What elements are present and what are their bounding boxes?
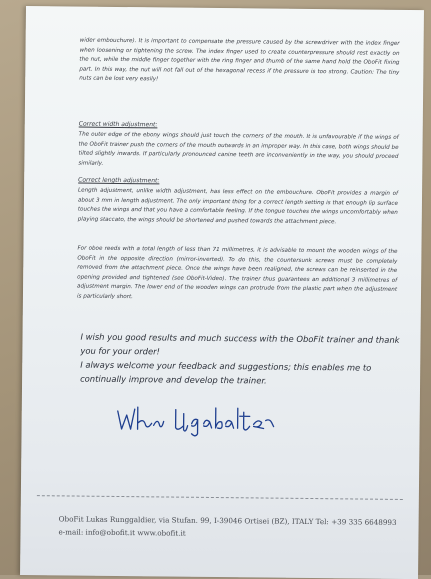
footer-divider	[37, 495, 403, 500]
footer-address: ObоFit Lukas Runggaldier, via Stufan. 99, I-39046 Ortisei (BZ), ITALY Tel: +39 335 6648993	[58, 514, 397, 527]
width-adjustment-paragraph: The outer edge of the ebony wings should just touch the corners of the mouth. It is unfavourable if the wings of the ObоFit trainer push the corners of the mouth outwards in an improper way. In this case, both wings should be tilted slightly inwards. If particularly pronounced canine teeth are inconveniently in the way, you should proceed similarly.	[78, 131, 399, 167]
handwritten-signature	[113, 403, 283, 439]
closing-feedback: I always welcome your feedback and suggestions; this enables me to continually improve and develop the trainer.	[80, 359, 372, 386]
closing-thanks: I wish you good results and much success with the ObоFit trainer and thank you for your order!	[80, 331, 400, 357]
length-adjustment-paragraph-2: For oboe reeds with a total length of less than 71 millimetres, it is advisable to mount the wooden wings of the ObоFit in the opposite direction (mirror-inverted). To do this, the countersunk screws must be completely removed from the attachment piece. Once the wings have been realigned, the screws can be reinserted in the opening provided and tightened (see ObоFit-Video). The trainer thus guarantees an additional 3 millimetres of adjustment margin. The lower end of the wooden wings can protrude from the plastic part when the adjustment is particularly short.	[76, 245, 398, 301]
length-adjustment-paragraph-1: Length adjustment, unlike width adjustment, has less effect on the embouchure. ObоFit provides a margin of about 3 mm in length adjustment. The only important thing for a correct length setting is that enough lip surface touches the wings and that you have a comfortable feeling. If the tongue touches the wings uncomfortably when playing staccato, the wings should be shortened and pushed towards the attachment piece.	[77, 187, 399, 226]
footer-contact: e-mail: info@obofit.it www.obofit.it	[58, 527, 186, 538]
letter-sheet	[20, 6, 424, 579]
width-adjustment-heading: Correct width adjustment:	[78, 120, 158, 129]
length-adjustment-heading: Correct length adjustment:	[78, 176, 160, 185]
intro-paragraph: wider embouchure). It is important to compensate the pressure caused by the screwdriver with the index finger when loosening or tightening the screw. The index finger used to create counterpressure should rest exactly on the nut, while the middle finger together with the ring finger and thumb of the same hand hold the ObоFit fixing part. In this way, the nut will not fall out of the hexagonal recess if the pressure is too strong. Caution: The tiny nuts can be lost very easily!	[79, 37, 400, 83]
